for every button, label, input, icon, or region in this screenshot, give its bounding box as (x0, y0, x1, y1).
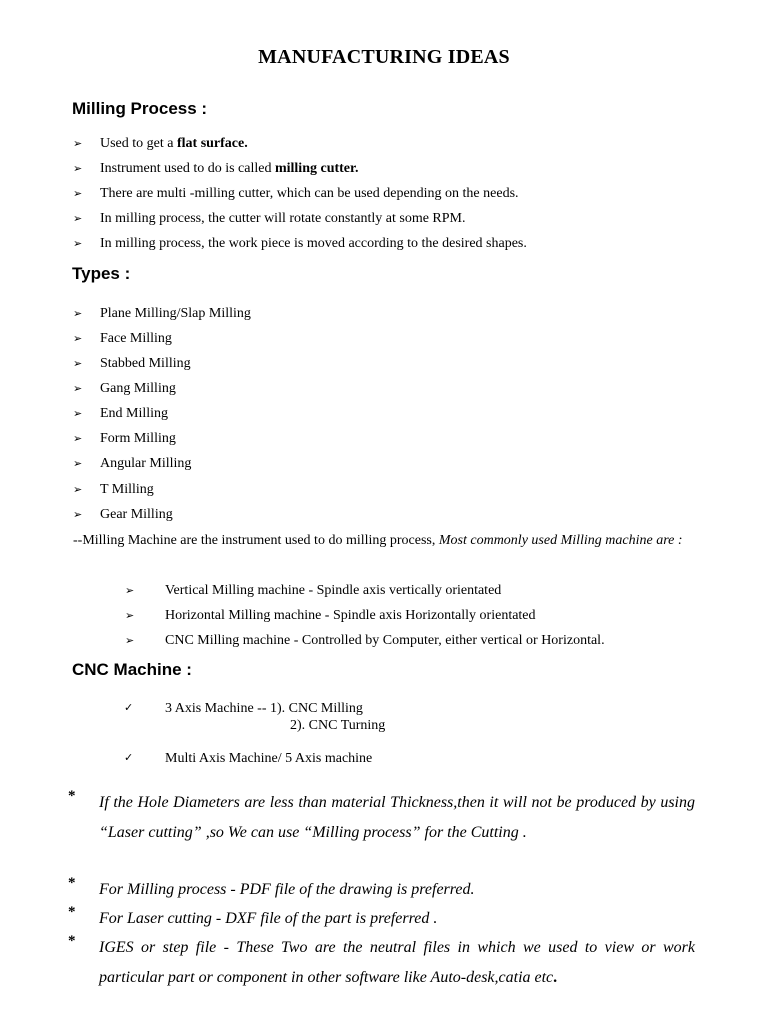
arrowhead-bullet-icon: ➢ (73, 213, 83, 225)
arrowhead-bullet-icon: ➢ (73, 138, 83, 150)
arrowhead-bullet-icon: ➢ (73, 458, 83, 470)
types-heading: Types : (72, 264, 131, 283)
asterisk-bullet-icon: * (68, 933, 76, 949)
arrowhead-bullet-icon: ➢ (73, 484, 83, 496)
arrowhead-bullet-icon: ➢ (73, 308, 83, 320)
cnc-turning-subitem: 2). CNC Turning (290, 718, 386, 733)
cnc-machine-heading: CNC Machine : (72, 660, 192, 679)
arrowhead-bullet-icon: ➢ (73, 408, 83, 420)
checkmark-bullet-icon: ✓ (124, 702, 134, 714)
asterisk-bullet-icon: * (68, 788, 76, 804)
arrowhead-bullet-icon: ➢ (125, 610, 135, 622)
milling-machine-note: --Milling Machine are the instrument used to do milling process, Most commonly used Milling machine are : (73, 533, 683, 548)
arrowhead-bullet-icon: ➢ (125, 635, 135, 647)
page-title: MANUFACTURING IDEAS (258, 46, 510, 68)
arrowhead-bullet-icon: ➢ (73, 358, 83, 370)
arrowhead-bullet-icon: ➢ (125, 585, 135, 597)
arrowhead-bullet-icon: ➢ (73, 333, 83, 345)
arrowhead-bullet-icon: ➢ (73, 188, 83, 200)
document-page: MANUFACTURING IDEAS Milling Process : ➢ Used to get a flat surface. ➢ Instrument used to do is called milling cutter. ➢ There are multi -milling cutter, which can be used depending on the needs. ➢ In milling process, the cutter will rotate constantly at some RPM. ➢ In milling process, the work piece is moved according to the desired shapes. Types : ➢ Plane Milling/Slap Milling ➢ Face Milling ➢ Stabbed Milling ➢ Gang Milling ➢ End Milling ➢ Form Milling ➢ Angular Milling ➢ T Milling ➢ Gear Milling --Milling Machine are the instrument used to do milling process, Most commonly used Milling machine are : ➢ Vertical Milling machine - Spindle axis vertically orientated ➢ Horizontal Milling machine - Spindle axis Horizontally orientated ➢ CNC Milling machine - Controlled by Computer, either vertical or Horizontal. CNC Machine : ✓ 3 Axis Machine -- 1). CNC Milling 2). CNC Turning ✓ Multi Axis Machine/ 5 Axis machine * If the Hole Diameters are less than material Thickness,then it will not be produced by using “Laser cutting” ,so We can use “Milling process” for the Cutting . * For Milling process - PDF file of the drawing is preferred. * For Laser cutting - DXF file of the part is preferred . * IGES or step file - These Two are the neutral files in which we used to view or work particular part or component in other software like Auto-desk,catia etc. (0, 0, 768, 1024)
asterisk-bullet-icon: * (68, 875, 76, 891)
arrowhead-bullet-icon: ➢ (73, 383, 83, 395)
milling-process-heading: Milling Process : (72, 99, 208, 118)
arrowhead-bullet-icon: ➢ (73, 433, 83, 445)
arrowhead-bullet-icon: ➢ (73, 238, 83, 250)
checkmark-bullet-icon: ✓ (124, 752, 134, 764)
asterisk-bullet-icon: * (68, 904, 76, 920)
arrowhead-bullet-icon: ➢ (73, 163, 83, 175)
arrowhead-bullet-icon: ➢ (73, 509, 83, 521)
